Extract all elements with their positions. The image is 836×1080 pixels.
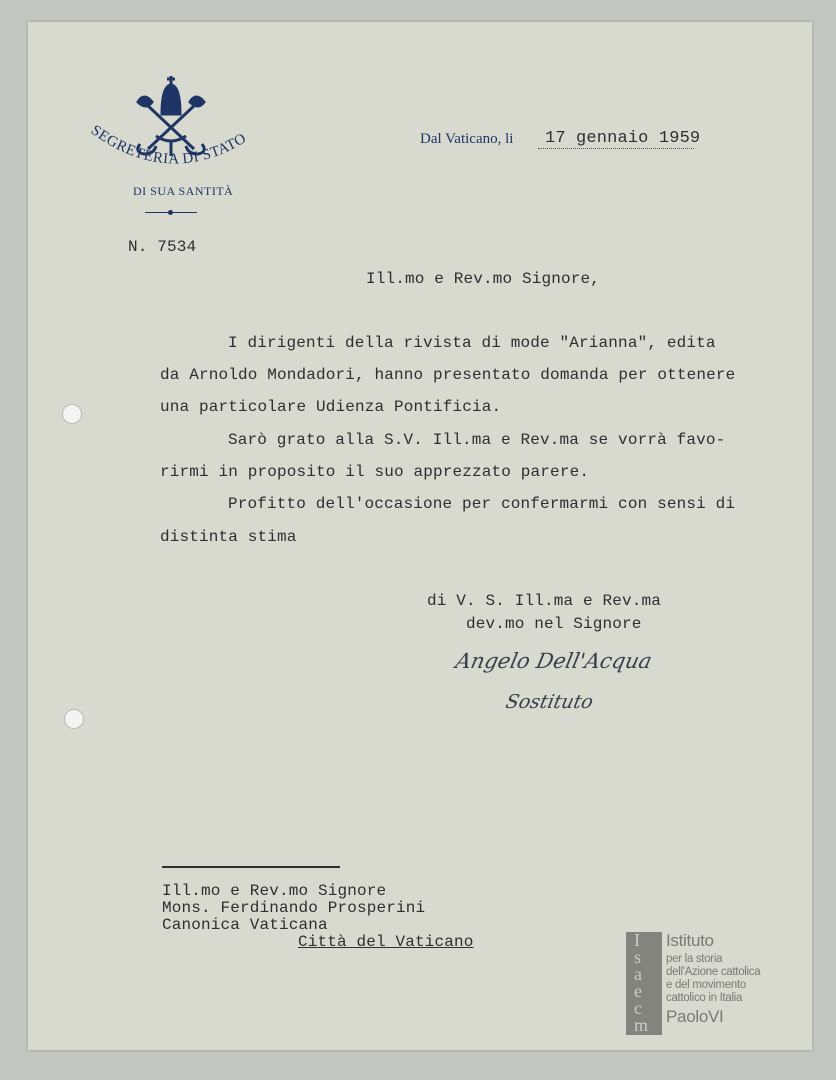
closing-line: di V. S. Ill.ma e Rev.ma — [427, 592, 662, 610]
logo-text: per la storia — [666, 953, 723, 965]
signature-title: Sostituto — [503, 691, 596, 713]
logo-letter: e — [634, 981, 642, 1001]
body-line: una particolare Udienza Pontificia. — [160, 398, 502, 416]
body-line: distinta stima — [160, 528, 297, 546]
address-divider — [162, 866, 340, 868]
body-line: Profitto dell'occasione per confermarmi con sensi di — [228, 495, 736, 513]
punch-hole — [64, 709, 84, 729]
signature: Angelo Dell'Acqua — [453, 649, 655, 673]
addressee-line: Ill.mo e Rev.mo Signore — [162, 882, 387, 900]
logo-letter: m — [634, 1015, 649, 1035]
logo-letter: s — [634, 947, 642, 967]
logo-text: cattolico in Italia — [666, 992, 743, 1004]
letterhead-arc-text — [80, 120, 270, 180]
logo-text: dell'Azione cattolica — [666, 966, 761, 978]
date-value: 17 gennaio 1959 — [545, 129, 701, 148]
logo-letter: c — [634, 998, 642, 1018]
logo-letter: I — [634, 930, 640, 950]
logo-text: PaoloVI — [666, 1007, 724, 1026]
svg-text:SEGRETERIA DI STATO — [88, 122, 250, 167]
institute-watermark-logo — [626, 932, 776, 1037]
letterhead-subtitle: DI SUA SANTITÀ — [133, 184, 234, 198]
salutation: Ill.mo e Rev.mo Signore, — [366, 270, 601, 288]
addressee-line: Mons. Ferdinando Prosperini — [162, 899, 426, 917]
logo-text: e del movimento — [666, 979, 746, 991]
logo-text: Istituto — [666, 931, 714, 950]
body-line: Sarò grato alla S.V. Ill.ma e Rev.ma se vorrà favo- — [228, 431, 726, 449]
date-prefix: Dal Vaticano, li — [420, 131, 514, 147]
addressee-city: Città del Vaticano — [298, 933, 474, 951]
letterhead-divider-dot — [168, 210, 173, 215]
body-line: I dirigenti della rivista di mode "Arianna", edita — [228, 334, 716, 352]
closing-line: dev.mo nel Signore — [466, 615, 642, 633]
letterhead-title: SEGRETERIA DI STATO — [87, 122, 250, 168]
protocol-number: N. 7534 — [128, 238, 197, 256]
logo-letter: a — [634, 964, 642, 984]
body-line: da Arnoldo Mondadori, hanno presentato domanda per ottenere — [160, 366, 736, 384]
body-line: rirmi in proposito il suo apprezzato parere. — [160, 463, 590, 481]
logo-letters — [634, 932, 648, 1034]
punch-hole — [62, 404, 82, 424]
addressee-line: Canonica Vaticana — [162, 916, 328, 934]
